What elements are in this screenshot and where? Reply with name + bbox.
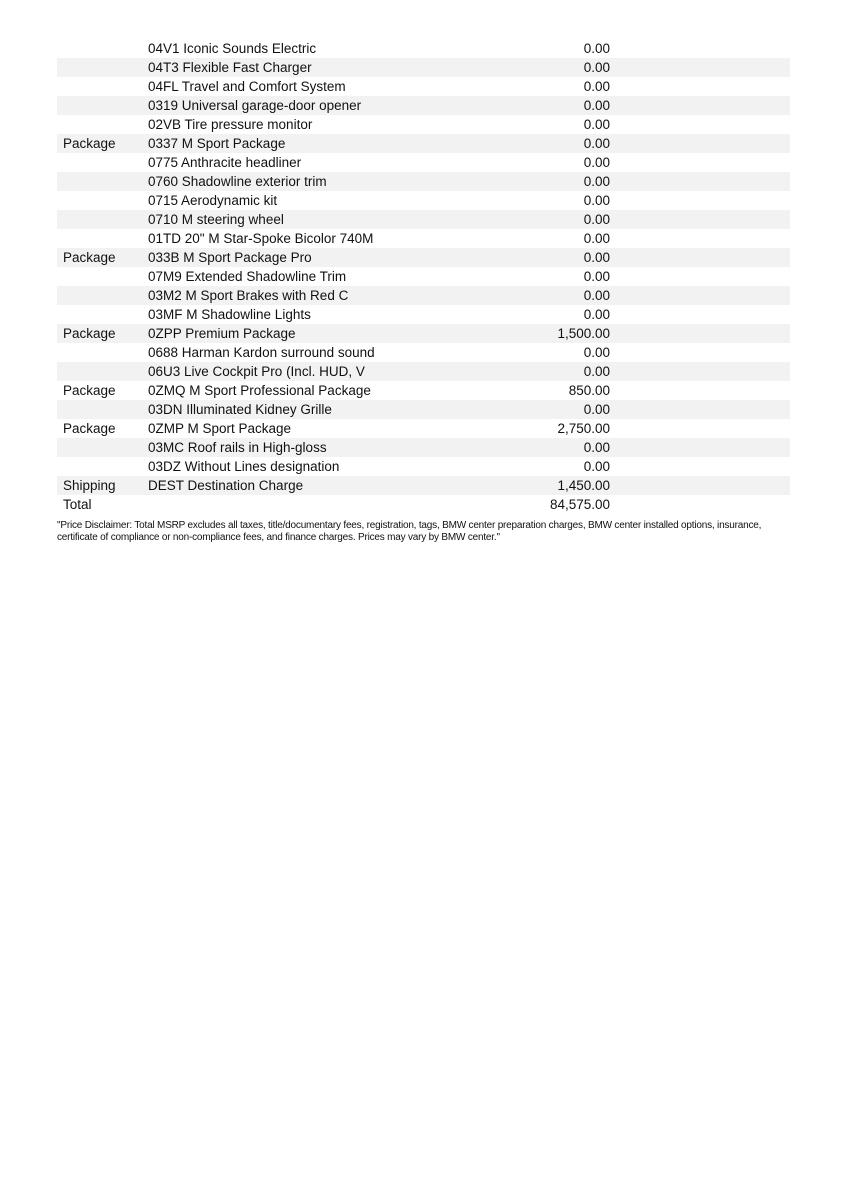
price-cell: 0.00: [583, 307, 610, 322]
category-cell: Total: [63, 497, 92, 512]
item-cell: 0ZPP Premium Package: [148, 326, 296, 341]
table-row: [57, 419, 790, 438]
price-cell: 84,575.00: [549, 497, 610, 512]
table-row: [57, 362, 790, 381]
price-cell: 0.00: [583, 79, 610, 94]
item-cell: 0715 Aerodynamic kit: [148, 193, 278, 208]
table-row: [57, 400, 790, 419]
table-row: [57, 210, 790, 229]
price-cell: 0.00: [583, 174, 610, 189]
price-cell: 0.00: [583, 60, 610, 75]
category-cell: Shipping: [63, 478, 116, 493]
table-row: [57, 286, 790, 305]
item-cell: 04V1 Iconic Sounds Electric: [148, 41, 317, 56]
item-cell: 03MC Roof rails in High-gloss: [148, 440, 327, 455]
item-cell: 04FL Travel and Comfort System: [148, 79, 346, 94]
price-cell: 0.00: [583, 41, 610, 56]
item-cell: 0760 Shadowline exterior trim: [148, 174, 327, 189]
table-row: [57, 115, 790, 134]
table-row: [57, 267, 790, 286]
category-cell: Package: [63, 383, 116, 398]
price-cell: 0.00: [583, 193, 610, 208]
table-row: [57, 324, 790, 343]
price-cell: 1,450.00: [557, 478, 610, 493]
item-cell: 01TD 20" M Star-Spoke Bicolor 740M: [148, 231, 374, 246]
table-row: [57, 305, 790, 324]
item-cell: 0688 Harman Kardon surround sound: [148, 345, 375, 360]
table-row: [57, 248, 790, 267]
price-cell: 850.00: [568, 383, 610, 398]
item-cell: 06U3 Live Cockpit Pro (Incl. HUD, V: [148, 364, 365, 379]
item-cell: 0ZMQ M Sport Professional Package: [148, 383, 371, 398]
category-cell: Package: [63, 250, 116, 265]
item-cell: 0775 Anthracite headliner: [148, 155, 302, 170]
table-row: [57, 153, 790, 172]
price-cell: 0.00: [583, 136, 610, 151]
table-row: [57, 457, 790, 476]
item-cell: 0319 Universal garage-door opener: [148, 98, 362, 113]
price-cell: 1,500.00: [557, 326, 610, 341]
category-cell: Package: [63, 326, 116, 341]
price-cell: 0.00: [583, 117, 610, 132]
table-row: [57, 438, 790, 457]
price-cell: 0.00: [583, 212, 610, 227]
category-cell: Package: [63, 136, 116, 151]
table-row: [57, 343, 790, 362]
item-cell: 0ZMP M Sport Package: [148, 421, 292, 436]
table-row: [57, 39, 790, 58]
price-disclaimer: "Price Disclaimer: Total MSRP excludes all taxes, title/documentary fees, registration, tags, BMW center preparation charges, BMW center installed options, insurance, certificate of compliance or non-compliance fees, and finance charges. Prices may vary by BMW center.": [57, 520, 762, 543]
table-row: [57, 172, 790, 191]
price-cell: 0.00: [583, 345, 610, 360]
item-cell: 03MF M Shadowline Lights: [148, 307, 311, 322]
item-cell: 0710 M steering wheel: [148, 212, 284, 227]
table-row: [57, 77, 790, 96]
table-row: [57, 191, 790, 210]
table-row: [57, 381, 790, 400]
category-cell: Package: [63, 421, 116, 436]
item-cell: 03DZ Without Lines designation: [148, 459, 340, 474]
price-cell: 0.00: [583, 250, 610, 265]
table-row: [57, 476, 790, 495]
item-cell: DEST Destination Charge: [148, 478, 304, 493]
price-cell: 0.00: [583, 288, 610, 303]
item-cell: 03DN Illuminated Kidney Grille: [148, 402, 332, 417]
item-cell: 04T3 Flexible Fast Charger: [148, 60, 312, 75]
item-cell: 02VB Tire pressure monitor: [148, 117, 313, 132]
price-cell: 0.00: [583, 269, 610, 284]
table-row: [57, 96, 790, 115]
price-cell: 0.00: [583, 231, 610, 246]
table-row: [57, 229, 790, 248]
table-row: [57, 58, 790, 77]
table-row: [57, 495, 790, 514]
price-cell: 0.00: [583, 364, 610, 379]
price-cell: 2,750.00: [557, 421, 610, 436]
item-cell: 07M9 Extended Shadowline Trim: [148, 269, 347, 284]
price-cell: 0.00: [583, 459, 610, 474]
item-cell: 033B M Sport Package Pro: [148, 250, 312, 265]
price-cell: 0.00: [583, 155, 610, 170]
price-cell: 0.00: [583, 402, 610, 417]
table-row: [57, 134, 790, 153]
item-cell: 03M2 M Sport Brakes with Red C: [148, 288, 349, 303]
item-cell: 0337 M Sport Package: [148, 136, 286, 151]
price-cell: 0.00: [583, 98, 610, 113]
options-table: [57, 39, 790, 514]
price-cell: 0.00: [583, 440, 610, 455]
